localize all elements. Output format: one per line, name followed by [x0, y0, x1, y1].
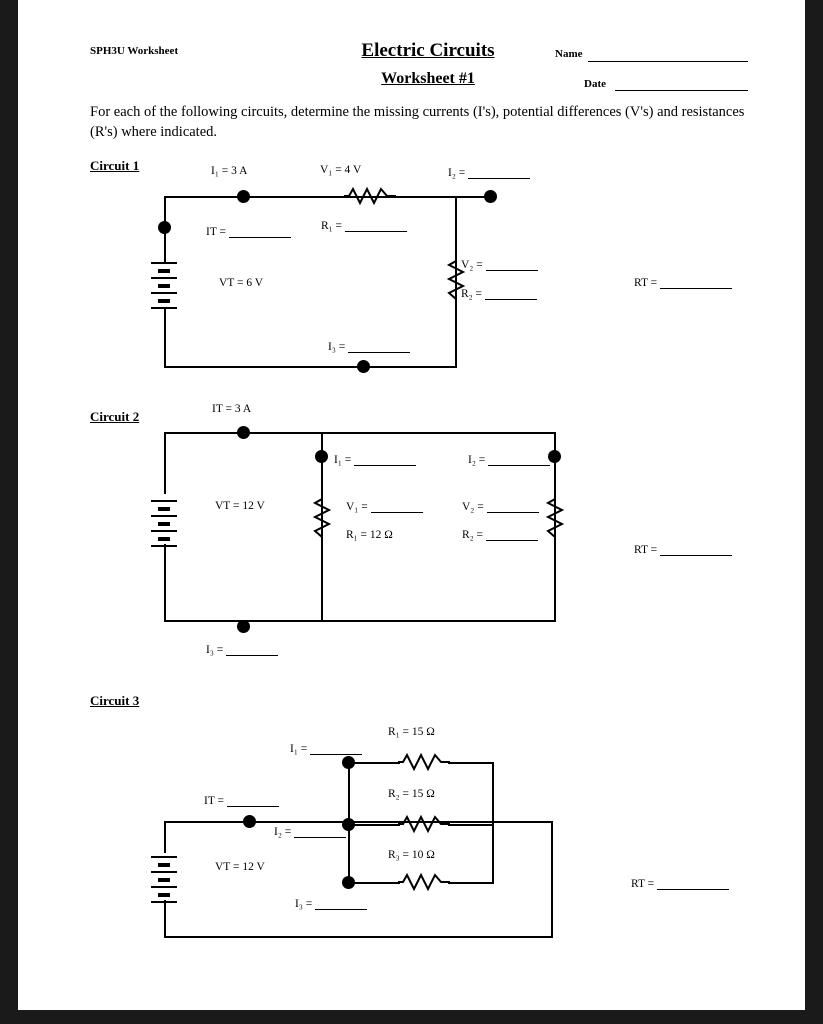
course-code: SPH3U Worksheet — [90, 45, 179, 57]
page-subtitle: Worksheet #1 — [381, 70, 475, 87]
c1-label-v2: V₂ = — [461, 259, 538, 271]
c1-wire-bottom — [164, 366, 457, 368]
c3-wire-branch2-left — [348, 824, 400, 826]
c2-label-vt: VT = 12 V — [215, 500, 265, 512]
c3-label-vt: VT = 12 V — [215, 861, 265, 873]
c3-label-r3: R₃ = 10 Ω — [388, 849, 435, 861]
c1-node-bottom — [357, 360, 370, 373]
c2-label-it: IT = 3 A — [212, 403, 252, 415]
c1-battery-symbol — [149, 262, 179, 310]
c1-wire-left-bottom — [164, 308, 166, 368]
circuit-2-label: Circuit 2 — [90, 409, 140, 424]
c1-node-top-left — [237, 190, 250, 203]
c3-wire-branch1-left — [348, 762, 400, 764]
c3-label-r2: R₂ = 15 Ω — [388, 788, 435, 800]
c3-node-main — [243, 815, 256, 828]
c1-wire-top-stub — [455, 196, 491, 198]
c1-label-r1: R₁ = — [321, 220, 407, 232]
c1-label-v1: V₁ = 4 V — [320, 164, 362, 176]
c2-resistor-r1 — [312, 493, 332, 549]
circuit-3-label: Circuit 3 — [90, 693, 140, 708]
c2-label-i2: I₂ = — [468, 454, 550, 466]
c2-wire-top — [164, 432, 556, 434]
c2-wire-left-top — [164, 432, 166, 494]
c3-label-r1: R₁ = 15 Ω — [388, 726, 435, 738]
c3-resistor-r1 — [398, 752, 450, 772]
c3-resistor-r3 — [398, 872, 450, 892]
c2-wire-bottom — [164, 620, 556, 622]
instructions-text: For each of the following circuits, determine the missing currents (I's), potential differences (V's) and resistances (R's) where indicated. — [90, 104, 745, 140]
c3-wire-branch1-right — [448, 762, 494, 764]
c2-label-i1: I₁ = — [334, 454, 416, 466]
c3-wire-branch3-right — [448, 882, 494, 884]
c1-node-left — [158, 221, 171, 234]
c3-wire-outer-top — [164, 821, 553, 823]
page-title: Electric Circuits — [361, 40, 495, 61]
c1-resistor-r1 — [344, 186, 396, 206]
c1-label-i2: I₂ = — [448, 167, 530, 179]
c3-wire-branch-right-rail — [492, 762, 494, 883]
worksheet-page — [18, 0, 805, 1010]
c3-battery-symbol — [149, 856, 179, 904]
c2-node-branch-left — [315, 450, 328, 463]
date-label: Date — [584, 78, 606, 90]
c2-label-v2: V₂ = — [462, 501, 539, 513]
name-label: Name — [555, 48, 583, 60]
c3-node-branch1 — [342, 756, 355, 769]
c3-wire-outer-left-bottom — [164, 900, 166, 937]
circuit-1-label: Circuit 1 — [90, 158, 140, 173]
name-field[interactable] — [588, 61, 748, 62]
c2-label-v1: V₁ = — [346, 501, 423, 513]
c1-label-vt: VT = 6 V — [219, 277, 264, 289]
c3-wire-branch3-left — [348, 882, 400, 884]
c1-label-rt: RT = — [634, 277, 732, 289]
c2-label-i3: I₃ = — [206, 644, 278, 656]
c2-node-bottom — [237, 620, 250, 633]
c1-label-i1: I₁ = 3 A — [211, 165, 248, 177]
c3-label-it: IT = — [204, 795, 279, 807]
c3-wire-outer-bottom — [164, 936, 553, 938]
c3-label-i3: I₃ = — [295, 898, 367, 910]
c3-label-i1: I₁ = — [290, 743, 362, 755]
c1-wire-top-right — [392, 196, 456, 198]
c3-node-branch3 — [342, 876, 355, 889]
c1-label-i3: I₃ = — [328, 341, 410, 353]
c2-node-top — [237, 426, 250, 439]
date-field[interactable] — [615, 90, 748, 91]
c3-wire-outer-right — [551, 821, 553, 938]
c2-label-r1: R₁ = 12 Ω — [346, 529, 393, 541]
c3-wire-outer-left-top — [164, 821, 166, 853]
c2-wire-left-bottom — [164, 544, 166, 622]
c2-resistor-r2 — [545, 493, 565, 549]
c1-label-r2: R₂ = — [461, 288, 537, 300]
c2-label-r2: R₂ = — [462, 529, 538, 541]
c2-label-rt: RT = — [634, 544, 732, 556]
c3-label-rt: RT = — [631, 878, 729, 890]
c3-label-i2: I₂ = — [274, 826, 346, 838]
c3-resistor-r2 — [398, 814, 450, 834]
c1-label-it: IT = — [206, 226, 291, 238]
c2-battery-symbol — [149, 500, 179, 548]
c3-wire-branch2-right — [448, 824, 494, 826]
